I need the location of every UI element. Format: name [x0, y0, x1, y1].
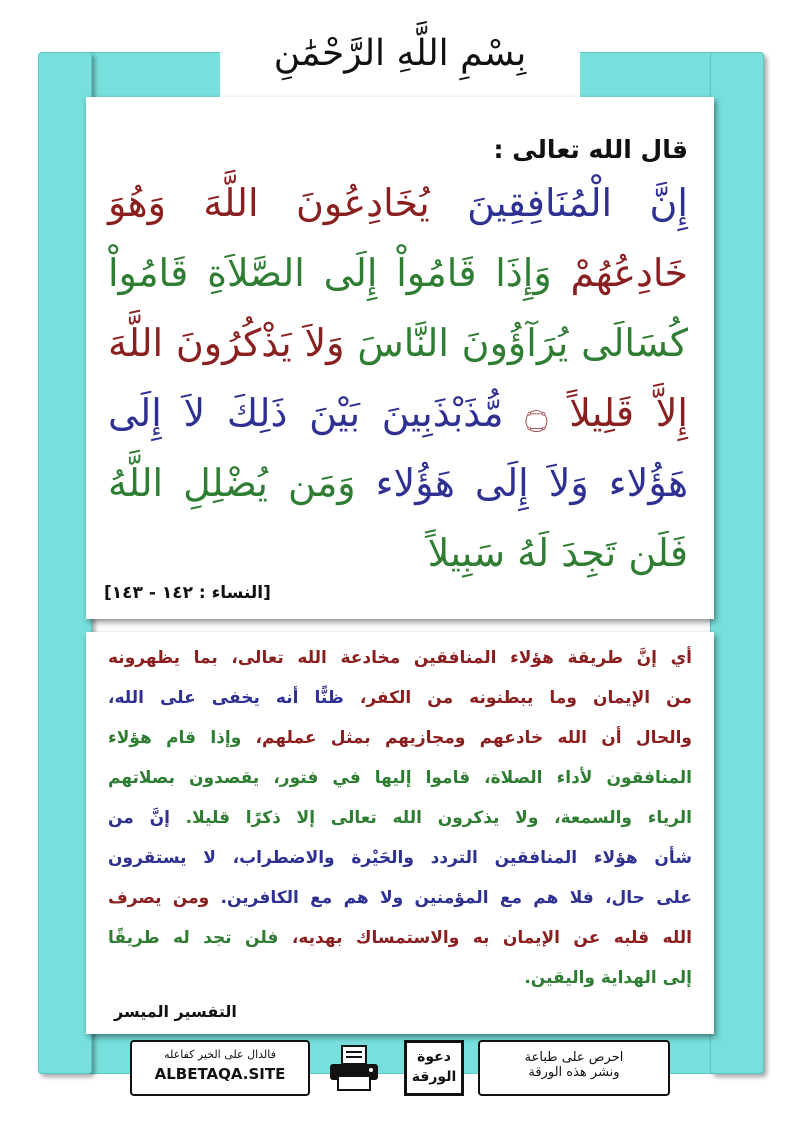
tafsir-line: [108, 928, 692, 948]
ayah-segment: خَادِعُهُمْ: [551, 251, 688, 295]
dawah-logo: [404, 1040, 464, 1096]
tafsir-line: [108, 688, 692, 708]
footer-print-box: [478, 1040, 670, 1096]
tafsir-segment: والحال أن الله خادعهم ومجازيهم بمثل عملهم،: [241, 728, 692, 748]
tafsir-segment: شأن هؤلاء المنافقين التردد والحَيْرة والاضطراب، لا يستقرون: [108, 848, 692, 868]
footer-site-url[interactable]: ALBETAQA.SITE: [154, 1065, 286, 1083]
ayah-line: [108, 391, 688, 435]
tafsir-segment: الله قلبه عن الإيمان به والاستمساك بهديه،: [278, 928, 692, 948]
ayah-line: [108, 251, 688, 295]
tafsir-segment: ظنًّا أنه يخفى على الله،: [108, 688, 344, 708]
quran-heading: قال الله تعالى :: [493, 135, 688, 164]
ayah-line: [108, 461, 688, 505]
ayah-segment: هَؤُلاء وَلاَ إِلَى هَؤُلاء: [355, 461, 688, 505]
tafsir-segment: من الإيمان وما يبطنونه من الكفر،: [343, 688, 692, 708]
quran-panel: [86, 97, 714, 619]
tafsir-segment: وإذا قام هؤلاء: [108, 728, 242, 748]
footer-site-box: [130, 1040, 310, 1096]
footer-motto: فالدال على الخير كفاعله: [164, 1048, 276, 1061]
tafsir-line: [108, 808, 692, 828]
ayah-segment: يُخَادِعُونَ اللَّهَ وَهُوَ: [108, 181, 430, 225]
ayah-segment: إِنَّ الْمُنَافِقِينَ: [429, 181, 688, 225]
ayah-segment: وَلاَ يَذْكُرُونَ اللَّهَ: [108, 321, 345, 365]
tafsir-line: [108, 768, 692, 788]
ayah-segment: إِلاَّ قَلِيلاً ۝: [503, 391, 688, 435]
ayah-line: [108, 321, 688, 365]
frame-right: [710, 52, 764, 1074]
ayah-segment: مُّذَبْذَبِينَ بَيْنَ ذَلِكَ لاَ إِلَى: [108, 391, 504, 435]
ayah-line: [108, 181, 688, 225]
basmala-calligraphy: [220, 12, 580, 104]
tafsir-segment: المنافقون لأداء الصلاة، قاموا إليها في فتور، يقصدون بصلاتهم: [108, 768, 692, 788]
footer-print-line1: احرص على طباعة: [524, 1050, 624, 1065]
tafsir-panel: [86, 632, 714, 1034]
surah-reference: [النساء : ١٤٢ - ١٤٣]: [104, 583, 271, 603]
footer-print-line2: ونشر هذه الورقة: [528, 1065, 620, 1080]
tafsir-line: [108, 648, 692, 668]
tafsir-source: التفسير الميسر: [114, 1002, 237, 1021]
ayah-segment: وَمَن يُضْلِلِ اللَّهُ: [108, 461, 356, 505]
tafsir-segment: ولا يذكرون الله تعالى إلا ذكرًا قليلا.: [169, 808, 539, 828]
tafsir-line: [108, 728, 692, 748]
basmala-text: بِسْمِ اللَّهِ الرَّحْمَٰنِ: [273, 33, 527, 74]
logo-text: دعوة الورقة: [411, 1049, 457, 1085]
tafsir-segment: ومن يصرف: [108, 888, 210, 908]
tafsir-segment: إنَّ من: [108, 808, 170, 828]
tafsir-line: [524, 968, 692, 988]
footer: [130, 1040, 670, 1096]
tafsir-segment: على حال، فلا هم مع المؤمنين ولا هم مع الكافرين.: [209, 888, 692, 908]
ayah-segment: فَلَن تَجِدَ لَهُ سَبِيلاً: [427, 531, 688, 575]
printer-icon: [326, 1044, 382, 1092]
tafsir-line: [108, 848, 692, 868]
tafsir-segment: الرياء والسمعة،: [538, 808, 692, 828]
tafsir-segment: فلن تجد له طريقًا: [108, 928, 279, 948]
ayah-line: [428, 531, 688, 575]
tafsir-segment: إلى الهداية واليقين.: [524, 968, 692, 988]
ayah-segment: كُسَالَى يُرَآؤُونَ النَّاسَ: [344, 321, 688, 365]
tafsir-segment: أي إنَّ طريقة هؤلاء المنافقين مخادعة الله تعالى، بما يظهرونه: [108, 648, 692, 668]
ayah-segment: وَإِذَا قَامُواْ إِلَى الصَّلاَةِ قَامُواْ: [108, 251, 552, 295]
tafsir-line: [108, 888, 692, 908]
frame-left: [38, 52, 92, 1074]
